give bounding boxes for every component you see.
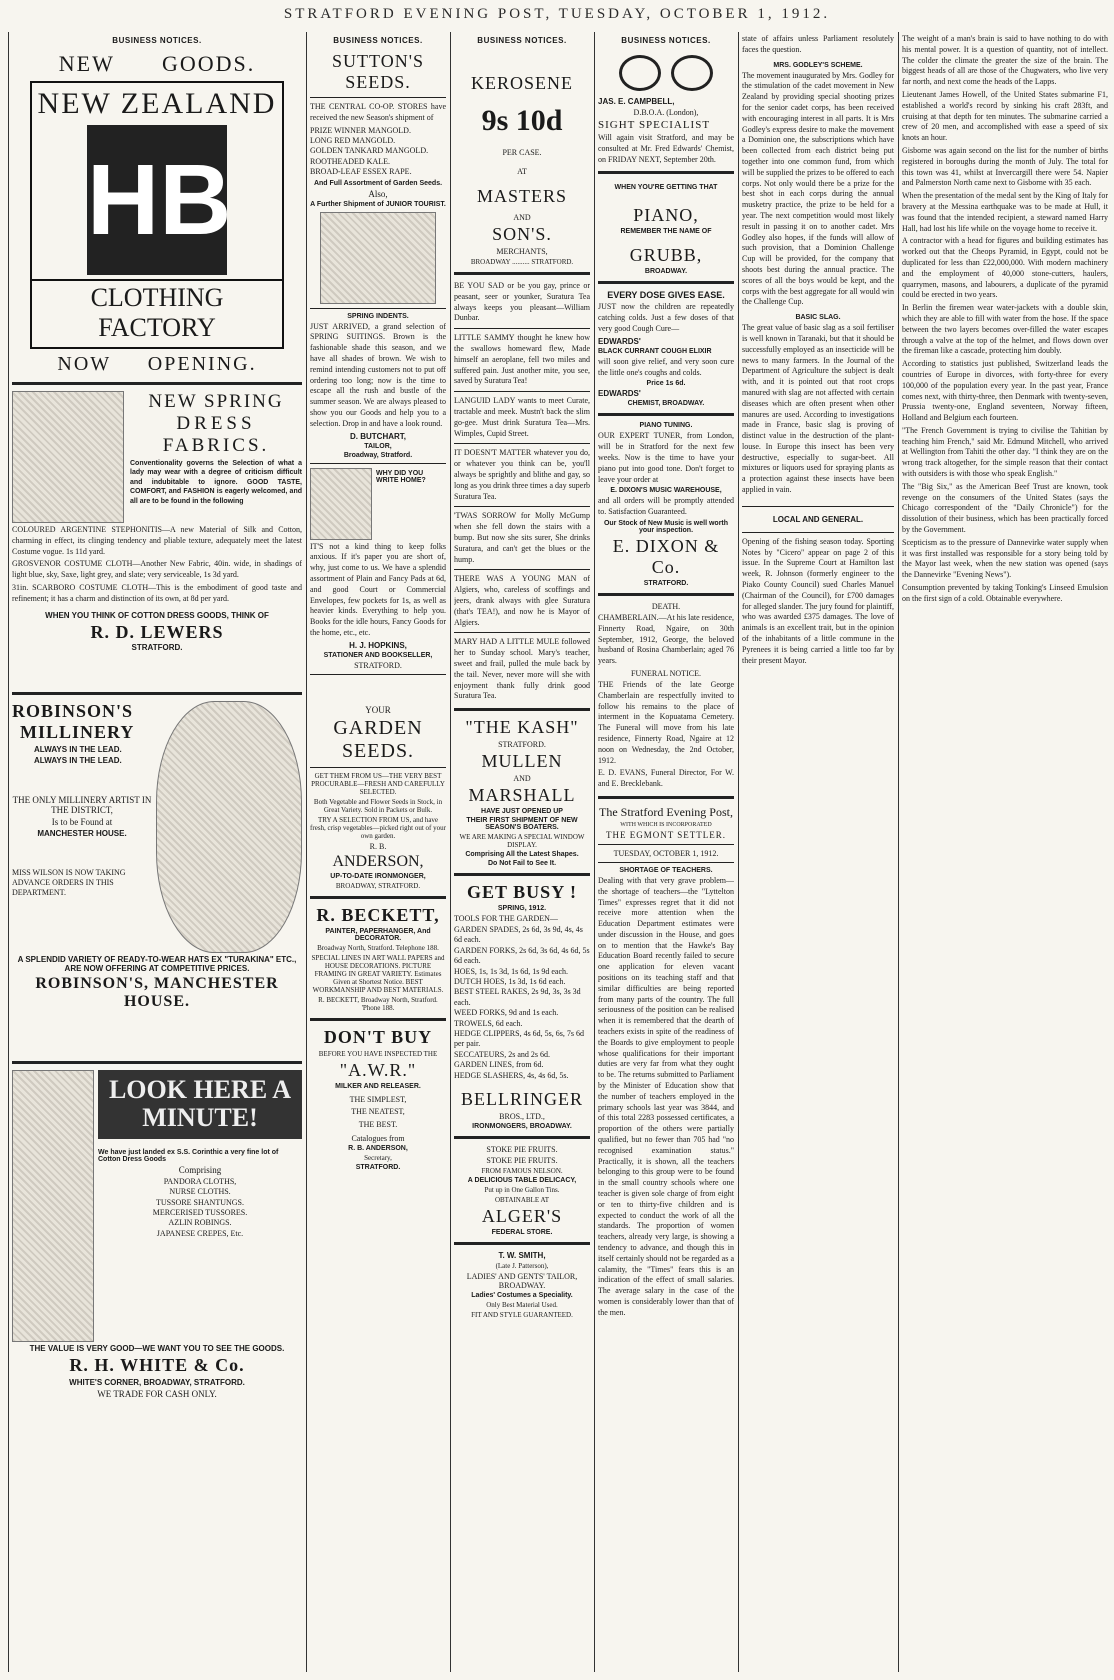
slag-heading: BASIC SLAG. <box>795 314 841 322</box>
white-ad <box>12 1070 302 1342</box>
look-here-heading: LOOK HERE A MINUTE! <box>98 1070 302 1139</box>
garden-seeds-heading: SEEDS. <box>341 739 415 762</box>
tailor-text: TAILOR, <box>364 442 392 450</box>
suratura-ad: LANGUID LADY wants to meet Curate, tractable and meek. Mustn't back the slim go-gee. Must drink Suratura Tea—Mrs. Wimples, Cupid Street. <box>454 396 590 438</box>
rban-text: R. B. ANDERSON, <box>348 1145 408 1153</box>
seeds-heading: SEEDS. <box>345 72 411 92</box>
list-item: THE SIMPLEST, <box>349 1094 407 1104</box>
new-goods-heading: NEW GOODS. <box>58 51 256 76</box>
garden-heading: GARDEN <box>333 716 423 739</box>
comprising-text: Comprising <box>178 1164 222 1175</box>
bellringer-heading: BELLRINGER <box>461 1088 583 1109</box>
dress-fabrics-ad <box>12 391 302 523</box>
costumes-text: Ladies' Costumes a Speciality. <box>471 1291 573 1299</box>
spring-indents-heading: SPRING INDENTS. <box>347 312 409 320</box>
goods-list <box>98 1177 302 1239</box>
variety-text: A SPLENDID VARIETY OF READY-TO-WEAR HATS EX "TURAKINA" ETC., ARE NOW OFFERING AT COMPETITIVE PRICES. <box>17 954 297 973</box>
have-text: HAVE JUST OPENED UP <box>481 808 563 816</box>
merchants-text: MERCHANTS, <box>496 247 548 256</box>
list-item: PANDORA CLOTHS, <box>163 1176 237 1186</box>
making-text: WE ARE MAKING A SPECIAL WINDOW DISPLAY. <box>459 833 585 850</box>
just-text: JUST now the children are repeatedly catching colds. Just a few doses of that very good Cough Cure— <box>598 302 734 333</box>
list-item: GOLDEN TANKARD MANGOLD. <box>310 146 429 156</box>
list-item: HOES, 1s, 1s 3d, 1s 6d, 1s 9d each. <box>454 966 568 976</box>
news-paragraph: Scepticism as to the pressure of Dannevirke water supply when it was first installed was responsible for a story being told by the Mayor last week, when the new station was opened (says the Dannevirke "Evening News"). <box>902 537 1108 580</box>
masters-heading: MASTERS <box>476 186 568 206</box>
stationer-text: STATIONER AND BOOKSELLER, <box>323 651 433 659</box>
broadway-text: BROADWAY .......... STRATFORD. <box>470 258 574 266</box>
price-text: Price 1s 6d. <box>646 380 686 388</box>
column-rule <box>594 32 595 1672</box>
manchester-text: MANCHESTER HOUSE. <box>37 828 127 838</box>
column-4 <box>598 32 734 1672</box>
edwards-text: EDWARDS' <box>598 389 641 399</box>
dont-buy-heading: DON'T BUY <box>323 1026 433 1047</box>
compr-text: Comprising All the Latest Shapes. <box>465 851 579 859</box>
ironmonger-text: UP-TO-DATE IRONMONGER, <box>330 872 426 880</box>
local-text: Opening of the fishing season today. Sporting Notes by "Cicero" appear on page 2 of this issue. In the Supreme Court at Hamilton last week, R. Johnson (formerly engineer to the Piako County Council) sued Charles Manuel (Chairman of the Council), for £700 damages for alleged slander. The jury found for plaintiff, who was awarded £375 damages. The love of animals is an excellent trait, but in the opinion of the inhabitants of a little commune in the Pyrenees it is being carried a little too far by their present Mayor. <box>742 536 894 665</box>
section-heading: BUSINESS NOTICES. <box>477 36 567 45</box>
column-rule <box>306 32 307 1672</box>
list-item: GARDEN LINES, from 6d. <box>454 1060 544 1070</box>
kind-text: IT'S not a kind thing to keep folks anxious. If it's paper you are short of, why, just come to us. We have a splendid assortment of Plain and Fancy Pads at 6d, and good Court or Commercial Envelopes, few pockets for 1s, as well as heavier kinds. Everything to help you. Books for the idle hours, Fancy Goods for the home, etc., etc. <box>310 541 446 637</box>
stratford-text: STRATFORD. <box>355 1164 401 1172</box>
sons-heading: SON'S. <box>492 224 552 244</box>
hopkins-name: H. J. HOPKINS, <box>349 640 407 650</box>
ironm-text: IRONMONGERS, BROADWAY. <box>472 1122 572 1130</box>
chamberlain-text: CHAMBERLAIN.—At his late residence, Finnerty Road, Ngaire, on 30th September, 1912, George, the beloved husband of Rosina Chamberlain; aged 76 years. <box>598 612 734 666</box>
elixir-text: BLACK CURRANT COUGH ELIXIR <box>598 347 712 355</box>
news-paragraph: Gisborne was again second on the list for the number of births registered in boroughs during the month of July. The total for this town was 41, whilst at Invercargill there were 54. Napier and Palmerston North came next to Gisborne with 35 each. <box>902 145 1108 188</box>
fail-text: Do Not Fail to See It. <box>487 860 557 868</box>
local-heading: LOCAL AND GENERAL. <box>772 514 864 524</box>
campbell-name: JAS. E. CAMPBELL, <box>598 97 675 106</box>
column-2 <box>310 32 446 1672</box>
factory-heading: CLOTHING FACTORY <box>32 279 282 343</box>
wilson-text: MISS WILSON IS NOW TAKING ADVANCE ORDERS IN THIS DEPARTMENT. <box>12 867 126 898</box>
suratura-ad: MARY HAD A LITTLE MULE followed her to Sunday school. Mary's teacher, sweet and frail, pulled the mule back by the tail. Never, never more will she with enjoyment thank fully drink good Suratura Tea. <box>454 637 590 701</box>
awr-heading: "A.W.R." <box>339 1059 417 1080</box>
marshall-heading: MARSHALL <box>468 785 576 806</box>
suratura-ad: BE YOU SAD or be you gay, prince or peasant, seer or younker, Suratura Tea always keeps you pleasant—William Dunbar. <box>454 281 590 323</box>
column-rule <box>8 32 9 1672</box>
visit-text: Will again visit Stratford, and may be consulted at Mr. Fred Edwards' Chemist, on FRIDAY NEXT, September 20th. <box>598 133 734 164</box>
friends-text: THE Friends of the late George Chamberlain are respectfully invited to follow his remains to the place of interment in the Kopuatama Cemetery. The Funeral will move from his late residence, Finnerty Road, Ngaire at 12 noon on Wednesday, the 2nd October, 1912. <box>598 679 734 765</box>
arrived-text: JUST ARRIVED, a grand selection of SPRING SUITINGS. Brown is the fashionable shade this season, and we have all shades of brown. We wish to remind intending customers not to put off ordering too long; now is the time to escape all the rush and bustle of the summer season. We are always pleased to show you our Goods and help you to a selection. Drop in and have a look round. <box>310 321 446 428</box>
news-paragraph: "The French Government is trying to civilise the Tahitian by teaching him French," said Mr. Edmund Mitchell, who arrived at Wellington from Tahiti the other day. "I think they are on the wrong track altogether, for the simple reason that their contact with outsiders is with those who speak English." <box>902 425 1108 479</box>
lead-text: ALWAYS IN THE LEAD. <box>34 755 122 765</box>
edwards-text: EDWARDS' <box>598 336 641 346</box>
masthead: STRATFORD EVENING POST, TUESDAY, OCTOBER 1, 1912. <box>283 6 831 22</box>
man-illustration <box>12 1070 94 1342</box>
stoke-text: STOKE PIE FRUITS. <box>486 1155 558 1165</box>
hb-factory-ad <box>30 81 284 349</box>
writing-illustration <box>310 468 372 540</box>
late-text: (Late J. Patterson), <box>495 1261 549 1270</box>
column-1 <box>12 32 302 1672</box>
getthem-text: GET THEM FROM US—THE VERY BEST PROCURABLE—FRESH AND CAREFULLY SELECTED. <box>311 771 445 796</box>
list-item: ROOTHEADED KALE. <box>310 156 390 166</box>
dixonmw-text: E. DIXON'S MUSIC WAREHOUSE, <box>610 487 722 495</box>
news-paragraph: The weight of a man's brain is said to have nothing to do with his mental power. It is a question of quantity, not of intellect. The colder the climate the greater the size of the brain. The biggest heads of all are those of the Chugwaters, who live very far north, and next come the heads of the Lapps. <box>902 34 1108 87</box>
millinery-ad <box>12 701 302 953</box>
price-heading: 9s 10d <box>481 104 563 137</box>
incorporated-text: WITH WHICH IS INCORPORATED <box>620 821 712 828</box>
tuning-heading: PIANO TUNING. <box>639 422 693 430</box>
seed-list <box>310 126 446 178</box>
news-paragraph: Lieutenant James Howell, of the United States submarine F1, established a world's record by sinking his craft 283ft, and cruising at that depth for ten minutes. The submarine carried a crew of 20 men, and accomplished with ease a speed of six knots an hour. <box>902 89 1108 143</box>
milker-text: MILKER AND RELEASER. <box>335 1082 421 1090</box>
tool-list <box>454 925 590 1081</box>
nz-heading: NEW ZEALAND <box>37 87 277 120</box>
broadway-text: BROADWAY, STRATFORD. <box>335 881 421 890</box>
busy-heading: GET BUSY ! <box>466 882 578 903</box>
millinery-heading: MILLINERY <box>20 721 135 742</box>
broadway-text: BROADWAY. <box>644 268 688 276</box>
list-item: AZLIN ROBINGS. <box>168 1218 232 1228</box>
rb-text: R. B. <box>369 841 387 851</box>
value-text: THE VALUE IS VERY GOOD—WE WANT YOU TO SEE THE GOODS. <box>29 1343 285 1353</box>
hat-illustration <box>156 701 302 953</box>
death-heading: DEATH. <box>651 601 681 611</box>
piano-when: WHEN YOU'RE GETTING THAT <box>614 184 718 192</box>
top-text: state of affairs unless Parliament resolutely faces the question. <box>742 34 894 54</box>
list-item: GARDEN SPADES, 2s 6d, 3s 9d, 4s, 4s 6d each. <box>454 925 583 945</box>
suratura-ad: THERE WAS A YOUNG MAN of Algiers, who, careless of scoffings and jeers, drank always with glee Suratura (that's TEA!), and now he is Mayor of Algiers. <box>454 574 590 627</box>
list-item: HEDGE SLASHERS, 4s, 4s 6d, 5s. <box>454 1070 569 1080</box>
tools-text: TOOLS FOR THE GARDEN— <box>454 914 558 924</box>
artist-text: THE ONLY MILLINERY ARTIST IN THE DISTRICT, <box>12 794 152 815</box>
robinsons-footer: ROBINSON'S, MANCHESTER HOUSE. <box>35 974 279 1010</box>
column-3 <box>454 32 590 1672</box>
secretary-text: Secretary, <box>364 1154 392 1163</box>
shortage-heading: SHORTAGE OF TEACHERS. <box>619 866 713 874</box>
chemist-text: CHEMIST, BROADWAY. <box>627 400 705 408</box>
scarboro-text: 31in. SCARBORO COSTUME CLOTH—This is the embodiment of good taste and refinement; it has a charm and distinction of its own, at 8d per yard. <box>12 582 302 603</box>
sight-heading: SIGHT SPECIALIST <box>598 119 711 131</box>
shortage-body: Dealing with that very grave problem—the shortage of teachers—the "Lyttelton Times" expresses regret that it did not receive more attention when the Education Department estimates were under discussion in the House, and goes on to mention that the Hawke's Bay Education Board recently failed to secure one application for eleven vacant positions on its teaching staff and that similar difficulties are being reported from many parts of the country. The full seriousness of the position can be realised when it is remembered that the dearth of teachers exists in spite of the readiness of the Boards to give employment to people whose qualifications for their important duties are very far from what they ought to be. The returns submitted to Parliament by the Minister of Education show that the number of teachers employed in the primary schools last year was 3844, and of this total 2283 possessed certificates, a proportion of the others were partially qualified, but no fewer than 705 had "no recognised examination status." Practically, it is shown, all the teachers belonging to this group were to be found in the small country schools where one teacher is given sole charge of from eight or ten to thirty-five children and is expected to conduct the work of all the standards. The proportion of women teachers, already very large, is showing a tendency to advance, and though this in itself certainly should not be regarded as a calamity, the "Times" fears this is an indication of the effect of small salaries. The average salary in the case of the women is considerably lower than that of the men. <box>598 875 734 1317</box>
egmont-text: THE EGMONT SETTLER. <box>605 829 727 840</box>
suratura-ad: 'TWAS SORROW for Molly McGump when she fell down the stairs with a bump. But now she sits surer, She drinks Suratura, and can't get the blues or the hump. <box>454 511 590 564</box>
column-rule <box>898 32 899 1672</box>
lady-illustration <box>12 391 124 523</box>
beckett-name: R. BECKETT, <box>316 904 440 925</box>
dose-heading: EVERY DOSE GIVES EASE. <box>607 290 725 301</box>
cash-text: WE TRADE FOR CASH ONLY. <box>97 1388 217 1399</box>
delic-text: A DELICIOUS TABLE DELICACY, <box>467 1176 577 1184</box>
white-name: R. H. WHITE & Co. <box>69 1354 245 1375</box>
kerosene-heading: KEROSENE <box>471 73 573 93</box>
hopkins-town: STRATFORD. <box>354 660 402 670</box>
kash-town: STRATFORD. <box>498 740 546 750</box>
suttons-heading: SUTTON'S <box>332 51 424 71</box>
news-paragraph: Consumption prevented by taking Tonking's Linseed Emulsion on the first sign of a cold. Obtainable everywhere. <box>902 583 1108 603</box>
column-5 <box>742 32 894 1672</box>
found-text: Is to be Found at <box>51 816 113 827</box>
gallon-text: Put up in One Gallon Tins. <box>484 1185 560 1194</box>
date-text: TUESDAY, OCTOBER 1, 1912. <box>613 848 719 858</box>
fabrics-heading: FABRICS. <box>162 435 270 456</box>
list-item: NURSE CLOTHS. <box>169 1187 231 1197</box>
list-item: BEST STEEL RAKES, 2s 9d, 3s, 3s 3d each. <box>454 987 581 1007</box>
pram-illustration <box>320 212 436 304</box>
fit-text: FIT AND STYLE GUARANTEED. <box>471 1310 573 1319</box>
smith-name: T. W. SMITH, <box>498 1250 546 1260</box>
butchart-name: D. BUTCHART, <box>350 431 406 441</box>
and-text: AND <box>513 774 531 784</box>
and-text: AND <box>513 213 531 222</box>
section-heading: BUSINESS NOTICES. <box>112 36 202 45</box>
hb-logo: HB <box>87 125 227 275</box>
before-text: BEFORE YOU HAVE INSPECTED THE <box>318 1049 438 1058</box>
list-item: DUTCH HOES, 1s 3d, 1s 6d each. <box>454 977 566 987</box>
nelson-text: FROM FAMOUS NELSON. <box>481 1166 563 1175</box>
bnorth-text: Broadway North, Stratford. Telephone 188. <box>317 943 439 952</box>
at-text: AT <box>517 167 527 176</box>
suratura-ad: LITTLE SAMMY thought he knew how the swallows homeward flew, Made himself an aeroplane, fell two miles and suffered pain. Just another mite, you see, saved by Suratura Tea! <box>454 333 590 386</box>
white-corner: WHITE'S CORNER, BROADWAY, STRATFORD. <box>69 1377 245 1387</box>
catalogue-text: Catalogues from <box>351 1134 405 1144</box>
grosvenor-text: GROSVENOR COSTUME CLOTH—Another New Fabric, 40in. wide, in shadings of light blue, sky, Saxe, light grey, and slate; very serviceable, 1s 3d yard. <box>12 559 302 580</box>
try-text: TRY A SELECTION FROM US, and have fresh, crisp vegetables—picked right out of your own garden. <box>310 815 446 840</box>
dixon-heading: E. DIXON & Co. <box>612 535 720 577</box>
tourist-text: A Further Shipment of JUNIOR TOURIST. <box>310 200 446 208</box>
list-item: THE BEST. <box>358 1120 398 1130</box>
column-rule <box>738 32 739 1672</box>
suratura-ad: IT DOESN'T MATTER whatever you do, or whatever you think can be, you'll always be sprightly and blithe and gay, so long as you drink three times a day superb Suratura Tea. <box>454 448 590 501</box>
veg-text: Both Vegetable and Flower Seeds in Stock, in Great Variety. Sold in Packets or Bulk. <box>313 797 443 814</box>
remember-text: REMEMBER THE NAME OF <box>620 228 712 236</box>
list-item: JAPANESE CREPES, Etc. <box>156 1228 244 1238</box>
opening-heading: NOW OPENING. <box>57 353 257 375</box>
conventionality-text: Conventionality governs the Selection of what a lady may wear with a degree of criticism difficult and indubitable to ignore. GOOD TASTE, COMFORT, and FASHION is eagerly welcomed, and all are to be found in the following <box>130 460 302 505</box>
list-item: TROWELS, 6d each. <box>454 1018 523 1028</box>
list-item: PRIZE WINNER MANGOLD. <box>310 125 411 135</box>
spring-heading: NEW SPRING <box>148 391 284 412</box>
list-item: THE NEATEST, <box>351 1107 405 1117</box>
list-item: TUSSORE SHANTUNGS. <box>155 1197 244 1207</box>
list-item: GARDEN FORKS, 2s 6d, 3s 6d, 4s 6d, 5s 6d each. <box>454 945 590 966</box>
spring-text: SPRING, 1912. <box>497 905 547 913</box>
hopkins-ad <box>310 468 446 540</box>
godley-heading: MRS. GODLEY'S SCHEME. <box>773 61 863 69</box>
lewers-name: R. D. LEWERS <box>90 621 224 642</box>
only-text: Only Best Material Used. <box>486 1300 558 1309</box>
percase-text: PER CASE. <box>502 148 542 157</box>
promptly-text: and all orders will be promptly attended to. Satisfaction Guaranteed. <box>598 496 734 517</box>
godley-text: The movement inaugurated by Mrs. Godley for the stimulation of the cadet movement in New Zealand by providing special shooting prizes for the senior cadet corps, has been received with encouraging interest in all parts. It is Mrs Godley's express desire to make the movement a Dominion one, the subscriptions which have been collected from each district being put together into one common fund, from which will be supplied the prizes to be offered to each corps. Not only would there be a prize for the best shot in each corps during the annual musketry practice, the prize to be held for a year. The next competition would most likely result in passing it on to another cadet. Mrs Godley also hopes, if the funds will allow of such provision, that a Dominion Challenge Cup will be provided, for the company that shoots best during the annual practice. The scores of all the boys would be kept, and the corps with the best aggregate for all would win the Challenge Cup. <box>742 70 894 307</box>
paper-title: The Stratford Evening Post, <box>599 804 733 819</box>
list-item: WEED FORKS, 9d and 1s each. <box>454 1008 559 1018</box>
beckett-footer: R. BECKETT, Broadway North, Stratford. 'Phone 188. <box>318 995 438 1012</box>
bros-text: BROS., LTD., <box>499 1111 545 1121</box>
news-paragraph: According to statistics just published, Switzerland leads the countries of Europe in divorces, with forty-three for every 100,000 of the population every year. In the past year, France comes next, with thirty-three, then Denmark with twenty-seven, Prussia twenty-one, England seventeen, Norway fifteen, Holland and Belgium each fourteen. <box>902 359 1108 423</box>
news-paragraph: In Berlin the firemen wear water-jackets with a double skin, which they are able to fill with water from the hose. If the space between the two layers becomes over-filled the water escapes through a valve at the top of the helmet, and flows down over the fireman like a cascade, protecting him doubly. <box>902 303 1108 356</box>
also-text: Also, <box>368 188 388 199</box>
grubb-heading: GRUBB, <box>629 245 703 266</box>
ladies-text: LADIES' AND GENTS' TAILOR, BROADWAY. <box>466 1271 578 1290</box>
argentine-text: COLOURED ARGENTINE STEPHONITIS—A new Material of Silk and Cotton, charming in effect, its clinging tendency and pliable texture, adequately meet the latest Costume vogue. 1s 11d yard. <box>12 525 302 556</box>
column-rule <box>450 32 451 1672</box>
stoke-text: STOKE PIE FRUITS. <box>486 1144 558 1154</box>
expert-text: OUR EXPERT TUNER, from London, will be in Stratford for the next few weeks. Now is the time to have your piano put into good tone. Don't forget to leave your order at <box>598 431 734 484</box>
obtain-text: OBTAINABLE AT <box>494 1195 550 1204</box>
news-paragraph: When the presentation of the medal sent by the King of Italy for bravery at the Messina earthquake was to be made at Hull, it was found that the intended recipient, a steward named Harry Hall, had lost his life while on the voyage home to receive it. <box>902 191 1108 233</box>
alger-heading: ALGER'S <box>481 1205 563 1226</box>
list-item: LONG RED MANGOLD. <box>310 135 396 145</box>
boaters-text: THEIR FIRST SHIPMENT OF NEW SEASON'S BOATERS. <box>466 817 578 832</box>
slag-text: The great value of basic slag as a soil fertiliser is well known in Taranaki, but that it should be successfully employed as an insecticide will be news to many farmers. In the Journal of the Department of Agriculture the subject is dealt with, and it is pointed out that root crops manured with slag are not affected with certain diseases which are often present when other manures are used. According to investigations made in France, basic slag is proving of distinct value in the destruction of the plant-louse. In Europe this insect has been very destructive, especially to sugar-beet. All mixtures or liquors used for spraying plants as a protection against these insects have been applied in vain. <box>742 323 894 495</box>
spectacles-icon <box>598 51 734 95</box>
lead-text: ALWAYS IN THE LEAD. <box>34 744 122 754</box>
full-text: And Full Assortment of Garden Seeds. <box>313 179 443 187</box>
think-text: WHEN YOU THINK OF COTTON DRESS GOODS, THINK OF <box>45 610 269 620</box>
list-item: MERCERISED TUSSORES. <box>152 1207 248 1217</box>
list-item: BROAD-LEAF ESSEX RAPE. <box>310 167 412 177</box>
federal-text: FEDERAL STORE. <box>491 1228 553 1236</box>
column-6 <box>902 32 1108 1672</box>
will-text: will soon give relief, and very soon cure the little one's coughs and colds. <box>598 356 734 377</box>
list-item: SECCATEURS, 2s and 2s 6d. <box>454 1049 551 1059</box>
news-paragraph: A contractor with a head for figures and building estimates has worked out that the Cheops Pyramid, in Egypt, could not be duplicated for less than £22,000,000. With modern machinery and the employment of 40,000 stone-cutters, haulers, quarrymen, masons, and labourers, a duplicate of the pyramid could be erected in two years. <box>902 236 1108 300</box>
dress-heading: DRESS <box>176 413 256 434</box>
anderson-name: ANDERSON, <box>332 852 424 870</box>
piano-heading: PIANO, <box>633 205 699 226</box>
news-paragraph: The "Big Six," as the American Beef Trust are known, took revenge on the consumers of the United States (says the Chicago correspondent of the "Daily Chronicle") for the dissolution of their business, which has been practically forced by the Government. <box>902 481 1108 535</box>
evans-text: E. D. EVANS, Funeral Director, For W. and E. Brecklebank. <box>598 768 734 789</box>
stock-text: Our Stock of New Music is well worth your inspection. <box>603 519 729 534</box>
simplest-list <box>310 1094 446 1132</box>
painter-text: PAINTER, PAPERHANGER, And DECORATOR. <box>325 927 431 942</box>
section-heading: BUSINESS NOTICES. <box>333 36 423 45</box>
landed-text: We have just landed ex S.S. Corinthic a very fine lot of Cotton Dress Goods <box>98 1148 279 1163</box>
special-text: SPECIAL LINES IN ART WALL PAPERS and HOUSE DECORATIONS. PICTURE FRAMING IN GREAT VARIETY. Estimates Given at Shortest Notice. BEST WORKMANSHIP AND BEST MATERIALS. <box>311 953 445 994</box>
coop-text: THE CENTRAL CO-OP. STORES have received the new Season's shipment of <box>310 102 446 122</box>
why-text: WHY DID YOU WRITE HOME? <box>376 469 426 484</box>
section-heading: BUSINESS NOTICES. <box>621 36 711 45</box>
mullen-heading: MULLEN <box>481 751 563 772</box>
funeral-heading: FUNERAL NOTICE. <box>631 668 701 678</box>
robinsons-heading: ROBINSON'S <box>12 700 134 721</box>
broadway-text: Broadway, Stratford. <box>343 451 413 459</box>
dboa-text: D.B.O.A. (London), <box>633 108 699 117</box>
dixon-town: STRATFORD. <box>643 579 689 587</box>
your-text: YOUR <box>365 704 391 715</box>
kash-heading: "THE KASH" <box>465 717 579 738</box>
list-item: HEDGE CLIPPERS, 4s 6d, 5s, 6s, 7s 6d per pair. <box>454 1029 585 1049</box>
lewers-town: STRATFORD. <box>131 642 183 652</box>
